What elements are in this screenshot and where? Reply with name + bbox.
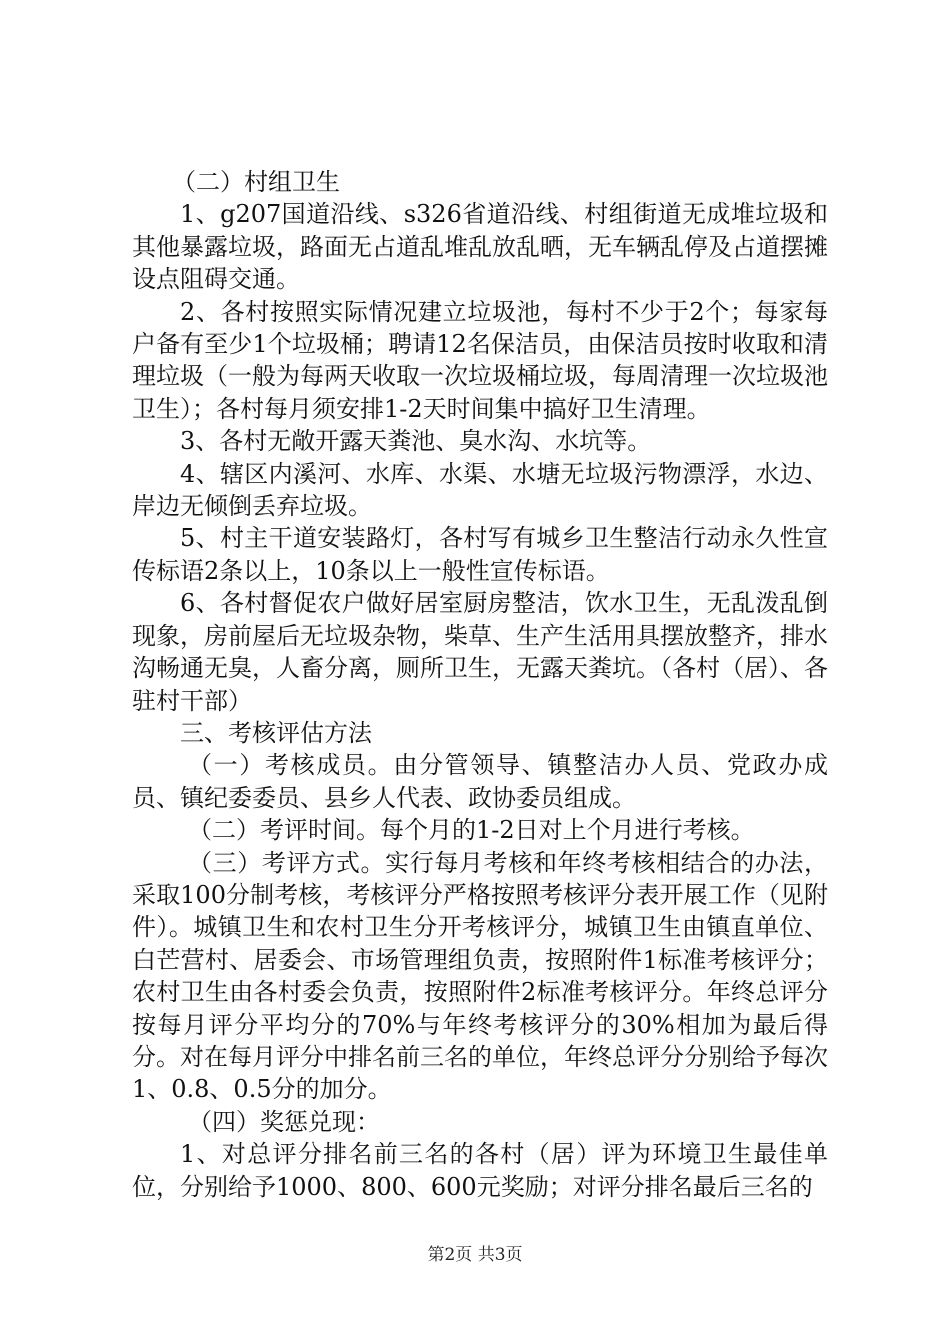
paragraph-assessment-time: （二）考评时间。每个月的1-2日对上个月进行考核。: [188, 816, 755, 845]
page-number-footer: 第2页 共3页: [427, 1245, 523, 1265]
paragraph-item-3: 3、各村无敞开露天粪池、臭水沟、水坑等。: [180, 427, 652, 456]
paragraph-assessment-method: （三）考评方式。实行每月考核和年终考核相结合的办法，采取100分制考核，考核评分严格按照考核评分表开展工作（见附件）。城镇卫生和农村卫生分开考核评分，城镇卫生由镇直单位、白芒营村、居委会、市场管理组负责，按照附件1标准考核评分；农村卫生由各村委会负责，按照附件2标准考核评分。年终总评分按每月评分平均分的70%与年终考核评分的30%相加为最后得分。对在每月评分中排名前三名的单位，年终总评分分别给予每次1、0.8、0.5分的加分。: [132, 848, 828, 1104]
paragraph-rewards-item-1: 1、对总评分排名前三名的各村（居）评为环境卫生最佳单位，分别给予1000、800、600元奖励；对评分排名最后三名的: [132, 1140, 828, 1201]
section-subheading-rewards: （四）奖惩兑现：: [188, 1107, 380, 1136]
paragraph-item-2: 2、各村按照实际情况建立垃圾池，每村不少于2个；每家每户备有至少1个垃圾桶；聘请12名保洁员，由保洁员按时收取和清理垃圾（一般为每两天收取一次垃圾桶垃圾，每周清理一次垃圾池卫生）；各村每月须安排1-2天时间集中搞好卫生清理。: [132, 297, 828, 423]
paragraph-assessment-members: （一）考核成员。由分管领导、镇整洁办人员、党政办成员、镇纪委委员、县乡人代表、政协委员组成。: [132, 751, 828, 812]
document-body: [132, 166, 828, 1203]
section-heading-assessment-method: 三、考核评估方法: [180, 718, 372, 747]
paragraph-item-5: 5、村主干道安装路灯，各村写有城乡卫生整洁行动永久性宣传标语2条以上，10条以上一般性宣传标语。: [132, 524, 828, 585]
paragraph-item-6: 6、各村督促农户做好居室厨房整洁，饮水卫生，无乱泼乱倒现象，房前屋后无垃圾杂物，柴草、生产生活用具摆放整齐，排水沟畅通无臭，人畜分离，厕所卫生，无露天粪坑。（各村（居）、各驻村干部）: [132, 589, 828, 715]
section-subheading-village-sanitation: （二）村组卫生: [172, 168, 340, 196]
paragraph-item-4: 4、辖区内溪河、水库、水渠、水塘无垃圾污物漂浮，水边、岸边无倾倒丢弃垃圾。: [132, 459, 828, 521]
paragraph-item-1: 1、g207国道沿线、s326省道沿线、村组街道无成堆垃圾和其他暴露垃圾，路面无占道乱堆乱放乱晒，无车辆乱停及占道摆摊设点阻碍交通。: [132, 200, 828, 294]
